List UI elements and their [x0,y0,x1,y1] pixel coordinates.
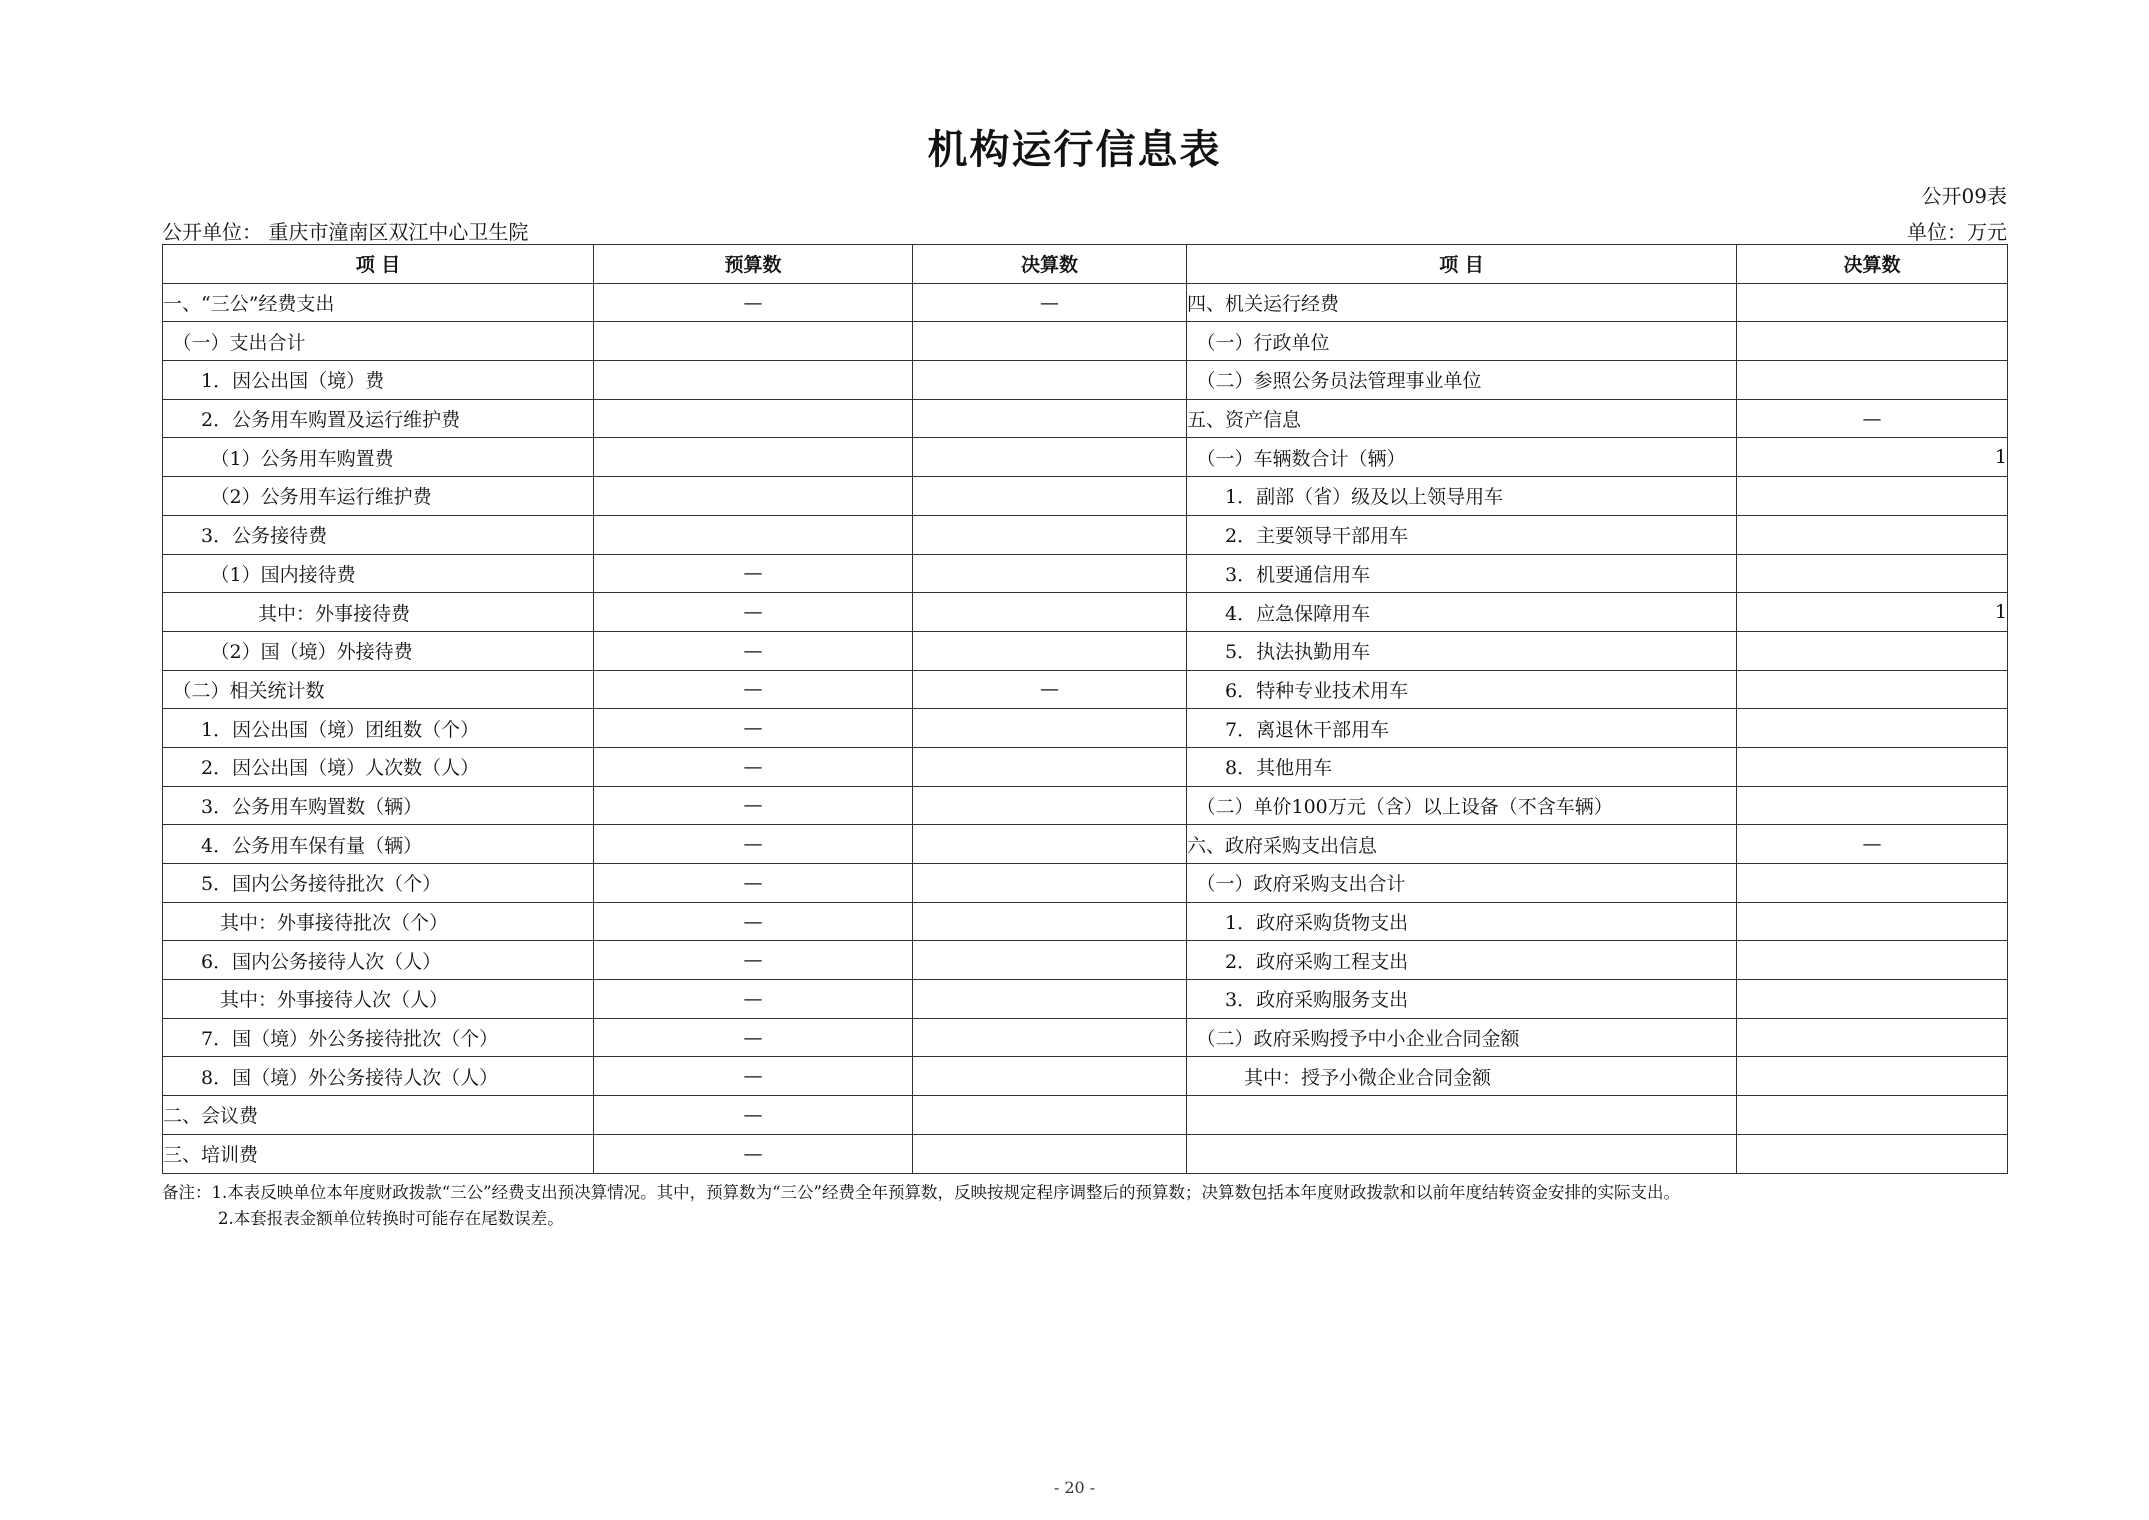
table-row [163,631,2008,670]
row-budget [594,438,913,477]
row-item-left: （一）支出合计 [163,322,594,361]
row-budget: — [594,283,913,322]
row-budget [594,515,913,554]
table-header-row [163,245,2008,284]
row-item-right: 4．应急保障用车 [1187,593,1737,632]
row-final-right [1737,786,2008,825]
row-item-left: 2．公务用车购置及运行维护费 [163,399,594,438]
table-row [163,747,2008,786]
row-item-right: 五、资产信息 [1187,399,1737,438]
currency-unit: 单位：万元 [1907,220,2007,244]
row-item-right: 其中：授予小微企业合同金额 [1187,1057,1737,1096]
row-item-left: 5．国内公务接待批次（个） [163,864,594,903]
row-budget [594,322,913,361]
row-final-left [913,825,1187,864]
row-item-left: （2）国（境）外接待费 [163,631,594,670]
note-1: 备注：1.本表反映单位本年度财政拨款“三公”经费支出预决算情况。其中，预算数为“三公”经费全年预算数，反映按规定程序调整后的预算数；决算数包括本年度财政拨款和以前年度结转资金安排的实际支出。 [162,1183,1680,1202]
row-final-right [1737,361,2008,400]
row-final-left [913,438,1187,477]
row-final-right [1737,631,2008,670]
row-item-right: 1．政府采购货物支出 [1187,902,1737,941]
table-row [163,670,2008,709]
table-row [163,1057,2008,1096]
notes [162,1180,1680,1232]
header-final-right: 决算数 [1737,245,2008,284]
row-item-left: （1）公务用车购置费 [163,438,594,477]
row-item-right: （二）单价100万元（含）以上设备（不含车辆） [1187,786,1737,825]
row-item-left: 1．因公出国（境）团组数（个） [163,709,594,748]
row-final-right [1737,941,2008,980]
row-budget: — [594,1018,913,1057]
row-final-right: — [1737,825,2008,864]
row-item-left: （二）相关统计数 [163,670,594,709]
row-final-left [913,747,1187,786]
row-item-left: 其中：外事接待费 [163,593,594,632]
row-final-left [913,864,1187,903]
row-item-right: 六、政府采购支出信息 [1187,825,1737,864]
row-final-right: 1 [1737,438,2008,477]
row-final-left: — [913,283,1187,322]
row-item-left: 8．国（境）外公务接待人次（人） [163,1057,594,1096]
row-budget: — [594,747,913,786]
row-item-right [1187,1096,1737,1135]
reporting-unit: 公开单位： 重庆市潼南区双江中心卫生院 [162,220,529,244]
row-item-right: 1．副部（省）级及以上领导用车 [1187,477,1737,516]
row-item-left: 4．公务用车保有量（辆） [163,825,594,864]
page-number: - 20 - [1053,1478,1096,1497]
row-budget: — [594,554,913,593]
row-final-right [1737,747,2008,786]
row-budget: — [594,1096,913,1135]
row-final-right [1737,1134,2008,1173]
row-item-right: 8．其他用车 [1187,747,1737,786]
table-row [163,980,2008,1019]
row-item-left: （2）公务用车运行维护费 [163,477,594,516]
table-row [163,825,2008,864]
row-final-left [913,1018,1187,1057]
row-item-left: 其中：外事接待批次（个） [163,902,594,941]
table-row [163,361,2008,400]
row-item-right: 7．离退休干部用车 [1187,709,1737,748]
row-final-left [913,322,1187,361]
page-title: 机构运行信息表 [927,126,1222,173]
table-row [163,1096,2008,1135]
row-final-right [1737,709,2008,748]
table-row [163,1134,2008,1173]
row-budget: — [594,941,913,980]
row-final-right [1737,902,2008,941]
row-final-left [913,902,1187,941]
row-final-left [913,361,1187,400]
row-item-left: 6．国内公务接待人次（人） [163,941,594,980]
table-row [163,786,2008,825]
row-final-left [913,1134,1187,1173]
row-item-left: 2．因公出国（境）人次数（人） [163,747,594,786]
institution-operation-table [162,244,2008,1174]
note-2: 2.本套报表金额单位转换时可能存在尾数误差。 [218,1209,564,1228]
table-row [163,593,2008,632]
table-row [163,864,2008,903]
row-budget: — [594,786,913,825]
row-item-right: （一）政府采购支出合计 [1187,864,1737,903]
row-final-right: 1 [1737,593,2008,632]
row-item-right: （一）车辆数合计（辆） [1187,438,1737,477]
row-final-right [1737,980,2008,1019]
row-item-left: （1）国内接待费 [163,554,594,593]
row-final-left [913,709,1187,748]
row-budget: — [594,825,913,864]
row-budget: — [594,902,913,941]
row-budget: — [594,593,913,632]
row-item-left: 7．国（境）外公务接待批次（个） [163,1018,594,1057]
row-item-right: 2．主要领导干部用车 [1187,515,1737,554]
row-budget: — [594,670,913,709]
row-item-right: （二）参照公务员法管理事业单位 [1187,361,1737,400]
row-final-left [913,554,1187,593]
row-final-left [913,786,1187,825]
table-row [163,941,2008,980]
row-final-left [913,941,1187,980]
row-final-left [913,1057,1187,1096]
row-item-right: 3．政府采购服务支出 [1187,980,1737,1019]
row-item-right: （二）政府采购授予中小企业合同金额 [1187,1018,1737,1057]
table-row [163,399,2008,438]
table-row [163,902,2008,941]
row-budget: — [594,631,913,670]
table-row [163,1018,2008,1057]
row-item-right: 3．机要通信用车 [1187,554,1737,593]
table-row [163,709,2008,748]
row-final-right [1737,1096,2008,1135]
row-item-right: 5．执法执勤用车 [1187,631,1737,670]
header-final-left: 决算数 [913,245,1187,284]
row-final-right [1737,477,2008,516]
table-row [163,554,2008,593]
row-final-left [913,399,1187,438]
row-budget: — [594,709,913,748]
row-item-left: 其中：外事接待人次（人） [163,980,594,1019]
row-item-right: （一）行政单位 [1187,322,1737,361]
form-number: 公开09表 [1921,184,2007,208]
row-final-right [1737,283,2008,322]
row-final-left [913,980,1187,1019]
table-row [163,477,2008,516]
row-final-left [913,631,1187,670]
header-budget: 预算数 [594,245,913,284]
row-final-left [913,477,1187,516]
row-final-right [1737,322,2008,361]
row-final-right [1737,515,2008,554]
row-final-right [1737,670,2008,709]
row-final-left: — [913,670,1187,709]
row-item-left: 1．因公出国（境）费 [163,361,594,400]
row-final-right [1737,864,2008,903]
row-final-left [913,1096,1187,1135]
row-budget [594,477,913,516]
row-item-left: 3．公务接待费 [163,515,594,554]
row-item-right: 2．政府采购工程支出 [1187,941,1737,980]
row-budget: — [594,980,913,1019]
table-row [163,438,2008,477]
row-budget: — [594,864,913,903]
row-item-left: 三、培训费 [163,1134,594,1173]
row-budget [594,399,913,438]
row-budget: — [594,1134,913,1173]
row-budget [594,361,913,400]
header-item-right: 项 目 [1187,245,1737,284]
row-final-right: — [1737,399,2008,438]
row-item-right [1187,1134,1737,1173]
row-final-left [913,515,1187,554]
table-row [163,515,2008,554]
row-final-right [1737,554,2008,593]
row-final-right [1737,1018,2008,1057]
row-budget: — [594,1057,913,1096]
row-final-left [913,593,1187,632]
header-item-left: 项 目 [163,245,594,284]
row-item-left: 二、会议费 [163,1096,594,1135]
row-item-left: 3．公务用车购置数（辆） [163,786,594,825]
table-row [163,283,2008,322]
row-final-right [1737,1057,2008,1096]
row-item-left: 一、“三公”经费支出 [163,283,594,322]
row-item-right: 6．特种专业技术用车 [1187,670,1737,709]
table-row [163,322,2008,361]
row-item-right: 四、机关运行经费 [1187,283,1737,322]
